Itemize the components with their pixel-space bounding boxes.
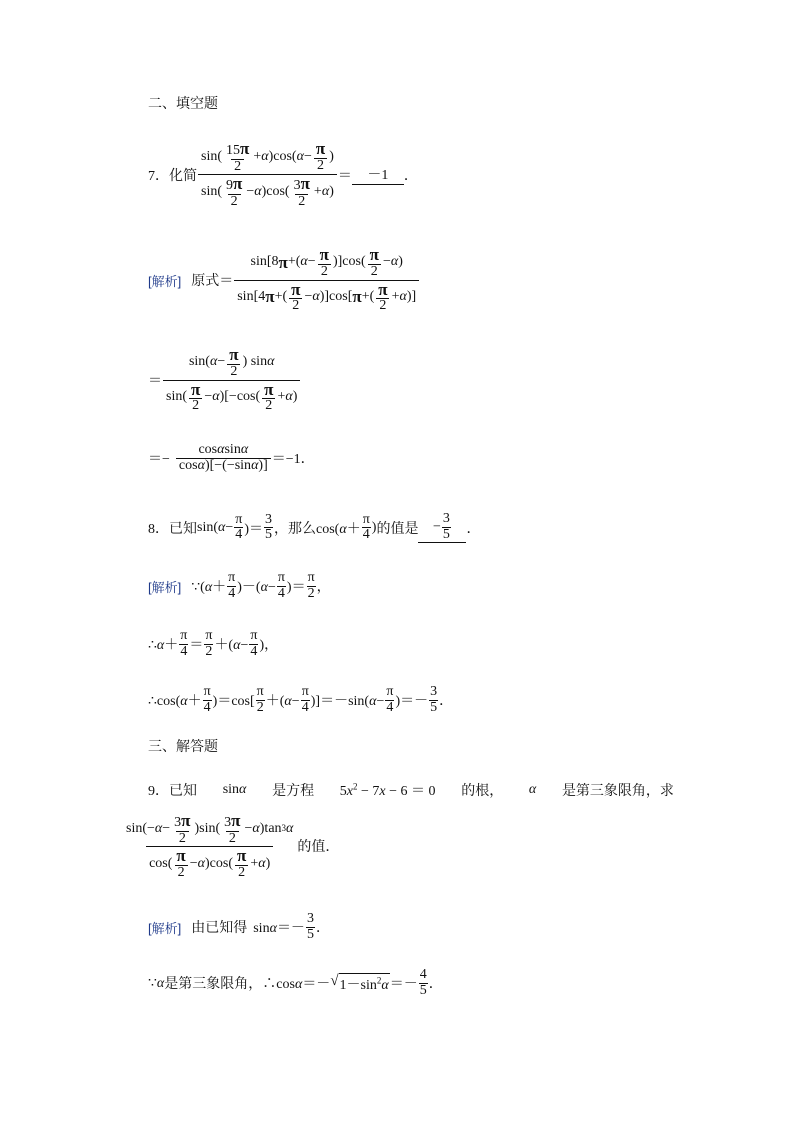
q7-expression: sin( $\frac{15\pi}{2}$ + α )cos( α − $\frac{\pi}{2}$ ) sin( $\frac{9\pi}{2}$ − α )cos( $\frac{3\pi}{2}$ + α ) (198, 140, 337, 210)
question-7: 7．化简 sin( $\frac{15\pi}{2}$ + α )cos( α − $\frac{\pi}{2}$ ) sin( $\frac{9\pi}{2}$ − α )cos( $\frac{3\pi}{2}$ + α ) ＝ －1 ． (148, 139, 418, 210)
q8-mid-text: ，那么 (274, 521, 317, 537)
q7-answer-blank: －1 (352, 164, 404, 185)
question-7-number: 7．化简 (148, 168, 197, 184)
section-heading-answer: 三、解答题 (148, 740, 218, 755)
q9-explanation-lead: 由已知得 (191, 921, 248, 937)
q7-explanation-1: [解析] 原式＝ sin[8 π +( α − $\frac{\pi}{2}$ )]cos( $\frac{\pi}{2}$ − α ) sin[4 π +( $\frac{\pi}{2}$ − α )]cos[ π +( $\frac{\pi}{2}$ + α )] (148, 246, 420, 314)
q9-expression: sin(− α − $\frac{3\pi}{2}$ )sin( $\frac{3\pi}{2}$ − α )tan 3 α cos( $\frac{\pi}{2}$ − α )cos( $\frac{\pi}{2}$ + α ) 的值． (126, 811, 340, 881)
q9-stem-2: 的根， (461, 784, 504, 799)
question-9-number: 9．已知 (148, 784, 197, 799)
section-heading-fill-in: 二、填空题 (148, 97, 218, 112)
q7-explanation-3: ＝− cos α sin α cos α )[−(−sin α )] ＝−1． (148, 442, 315, 473)
q7-explanation-tag: [解析] (148, 273, 182, 289)
q9-tail: 的值． (297, 840, 340, 856)
q9-stem-3: 是第三象限角，求 (561, 784, 674, 799)
q9-stem-1: 是方程 (272, 784, 315, 799)
q8-explanation-tag: [解析] (148, 579, 182, 595)
q8-tail-text: 的值是 (376, 521, 419, 537)
square-root: √ $1-\sin^2\alpha$ (330, 972, 389, 993)
q9-explanation-2: ∵α 是第三象限角，∴ cosα＝－ √ $1-\sin^2\alpha$ ＝－ $\frac{4}{5}$ ． (148, 967, 443, 998)
question-9-stem: 9．已知 sinα 是方程 $5x^2 - 7x - 6 = 0$ 的根， α 是第三象限角，求 (148, 781, 674, 799)
q8-explanation-3: ∴cos(α＋ $\frac{\pi}{4}$ )＝cos[ $\frac{\pi}{2}$ ＋(α− $\frac{\pi}{4}$ )]＝－sin(α− $\frac{\pi}{4}$ )＝－ $\frac{3}{5}$ ． (148, 684, 454, 715)
q8-explanation-1: [解析] ∵(α＋ $\frac{\pi}{4}$ )－(α− $\frac{\pi}{4}$ )＝ $\frac{\pi}{2}$ ， (148, 570, 331, 601)
q7-explanation-lead: 原式＝ (191, 274, 234, 290)
question-8-number: 8．已知 (148, 521, 197, 537)
q9-quadrant-text: 是第三象限角，∴ (164, 977, 277, 993)
q9-explanation-1: [解析] 由已知得 sinα＝－ $\frac{3}{5}$ ． (148, 911, 330, 942)
q8-explanation-2: ∴α＋ $\frac{\pi}{4}$ ＝ $\frac{\pi}{2}$ ＋(α− $\frac{\pi}{4}$ )， (148, 628, 279, 659)
q9-explanation-tag: [解析] (148, 920, 182, 936)
question-8: 8．已知 sin(α− $\frac{\pi}{4}$ )＝ $\frac{3}{5}$ ，那么 cos(α＋ $\frac{\pi}{4}$ ) 的值是 − $\frac{3}{5}$ ． (148, 511, 481, 543)
q8-answer-blank: − $\frac{3}{5}$ (418, 512, 466, 543)
q7-explanation-2: ＝ sin( α − $\frac{\pi}{2}$ ) sin α sin( $\frac{\pi}{2}$ − α )[−cos( $\frac{\pi}{2}$ + α ) (148, 346, 301, 414)
